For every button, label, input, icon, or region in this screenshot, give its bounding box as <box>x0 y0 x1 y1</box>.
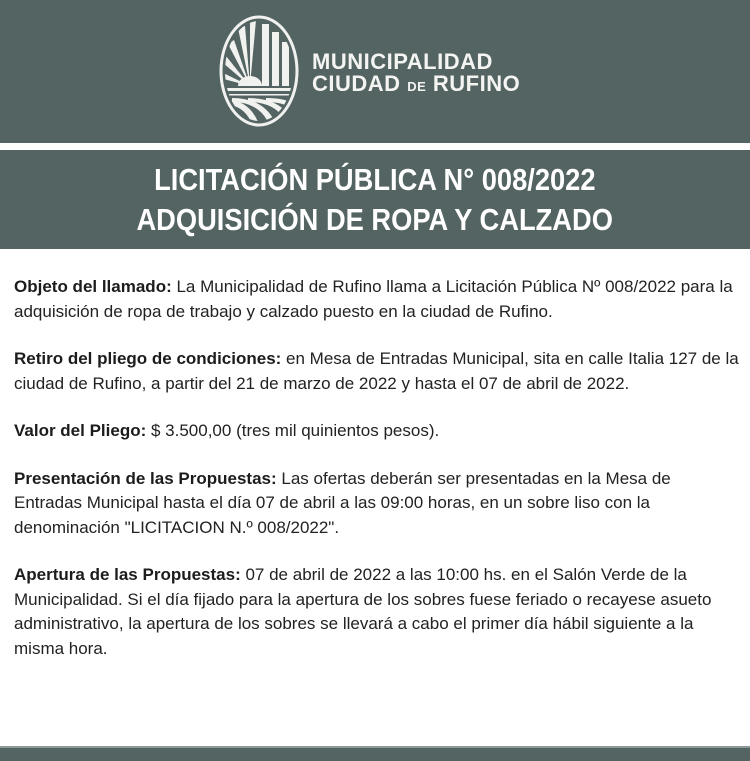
section-label: Valor del Pliego: <box>14 421 147 440</box>
notice-body <box>14 275 739 684</box>
section-objeto <box>14 275 739 324</box>
section-label: Objeto del llamado: <box>14 277 172 296</box>
org-name-line1: MUNICIPALIDAD <box>312 49 493 74</box>
section-text: Las ofertas deberán ser presentadas en la Mesa de Entradas Municipal hasta el día 07 de abril a las 09:00 horas, en un sobre liso con la denominación "LICITACION N.º 008/2022". <box>14 468 671 537</box>
page-title-line2: ADQUISICIÓN DE ROPA Y CALZADO <box>136 201 614 237</box>
org-name-de: DE <box>407 79 427 94</box>
section-retiro <box>14 347 739 396</box>
section-text: en Mesa de Entradas Municipal, sita en calle Italia 127 de la ciudad de Rufino, a partir del 21 de marzo de 2022 y hasta el 07 de abril de 2022. <box>14 349 739 393</box>
section-apertura <box>14 563 739 661</box>
org-name <box>312 51 520 98</box>
section-label: Apertura de las Propuestas: <box>14 565 241 584</box>
section-text: 07 de abril de 2022 a las 10:00 hs. en el Salón Verde de la Municipalidad. Si el día fijado para la apertura de los sobres fuese feriado o recayese asueto administrativo, la apertura de los sobres se llevará a cabo el primer día hábil siguiente a la misma hora. <box>14 565 712 658</box>
municipal-seal-icon <box>218 14 300 128</box>
page-title-line1: LICITACIÓN PÚBLICA N° 008/2022 <box>154 161 596 197</box>
title-band <box>0 150 750 249</box>
section-valor <box>14 419 739 444</box>
section-presentacion <box>14 467 739 541</box>
org-name-rufino: RUFINO <box>432 71 521 96</box>
section-text: $ 3.500,00 (tres mil quinientos pesos). <box>146 421 440 440</box>
org-name-line2 <box>312 73 520 98</box>
section-text: La Municipalidad de Rufino llama a Licitación Pública Nº 008/2022 para la adquisición de ropa de trabajo y calzado puesto en la ciudad de Rufino. <box>14 277 733 321</box>
org-name-ciudad: CIUDAD <box>312 71 401 96</box>
section-label: Presentación de las Propuestas: <box>14 468 277 488</box>
section-label: Retiro del pliego de condiciones: <box>14 349 282 368</box>
header-band <box>0 0 750 143</box>
